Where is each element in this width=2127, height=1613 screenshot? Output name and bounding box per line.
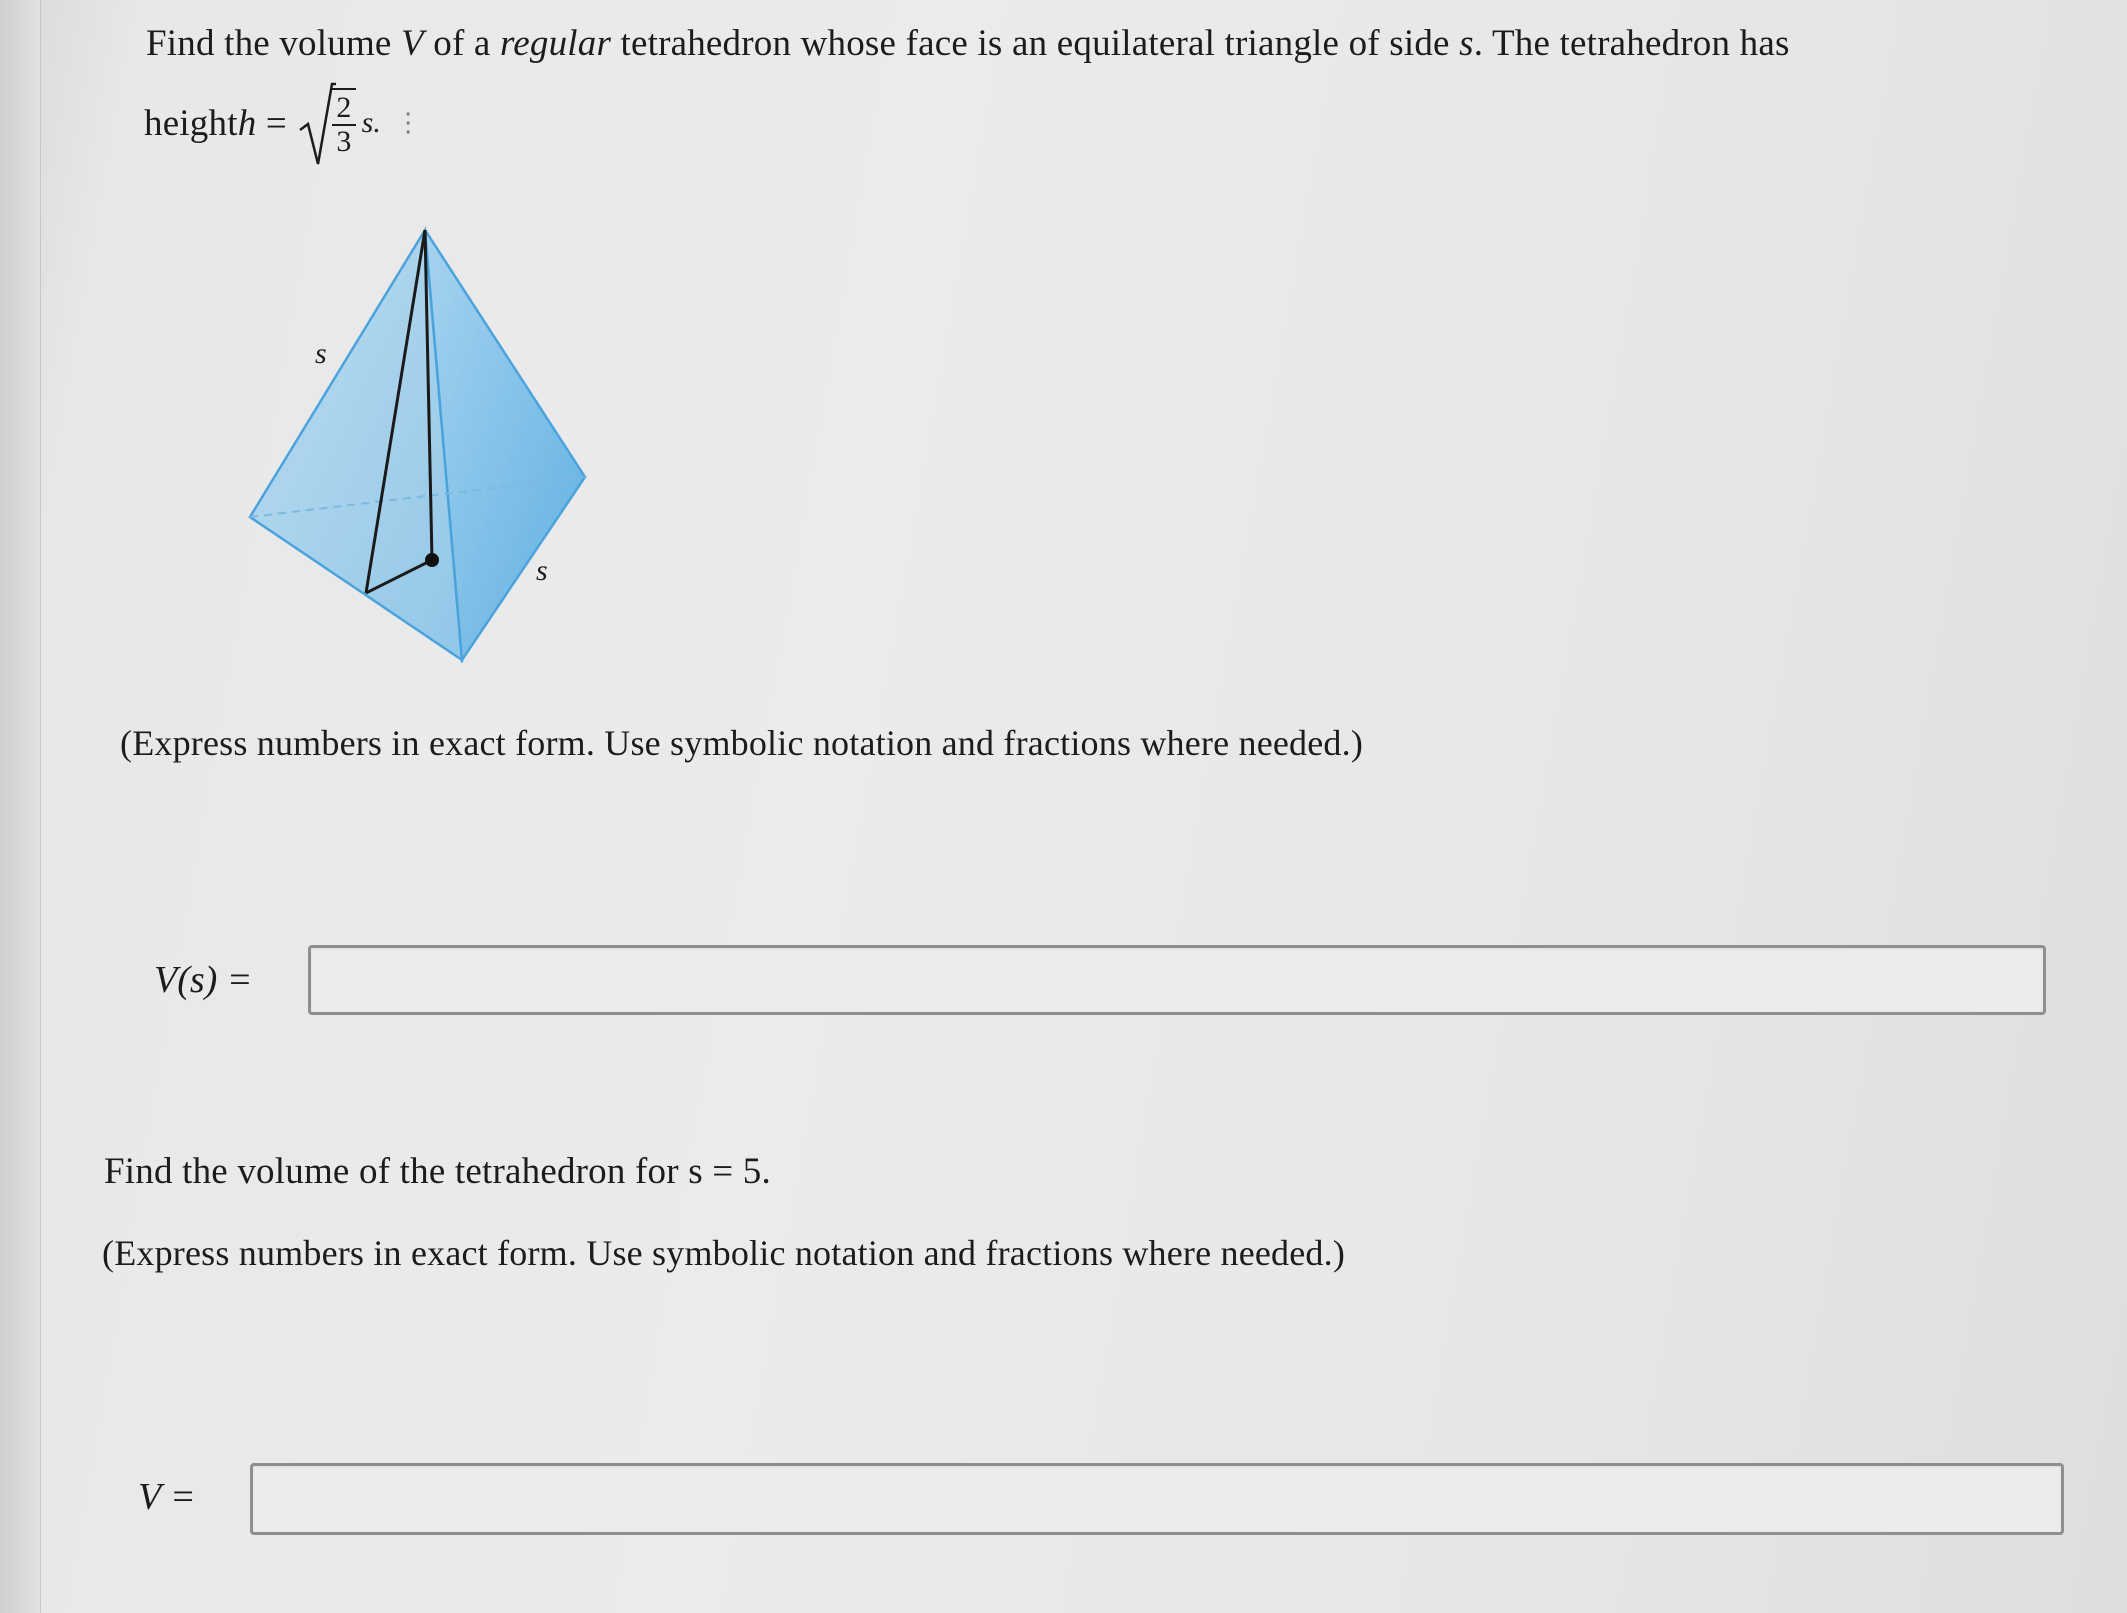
page-edge xyxy=(0,0,41,1613)
edge-label-right: s xyxy=(536,554,548,587)
problem-text: tetrahedron whose face is an equilateral triangle of side xyxy=(611,23,1460,64)
volume-formula-value xyxy=(311,948,2043,972)
tetrahedron-figure xyxy=(230,215,610,675)
height-formula xyxy=(144,78,421,168)
fraction-denominator: 3 xyxy=(336,125,352,158)
problem-text: Find the volume xyxy=(146,23,401,64)
equals-sign: = xyxy=(256,102,297,144)
centroid-point xyxy=(425,553,439,567)
sqrt-expression xyxy=(296,78,355,168)
edge-label-left: s xyxy=(315,337,327,370)
volume-formula-input[interactable] xyxy=(308,945,2046,1015)
problem-text: . The tetrahedron has xyxy=(1473,23,1790,64)
height-label: height xyxy=(144,102,238,144)
variable-V: V xyxy=(401,23,424,64)
height-tail: s. xyxy=(361,106,382,139)
fraction-numerator: 2 xyxy=(332,92,355,126)
instructions-2: (Express numbers in exact form. Use symbolic notation and fractions where needed.) xyxy=(102,1233,1346,1273)
answer-2-label: V = xyxy=(138,1476,196,1518)
part-2-prompt: Find the volume of the tetrahedron for s = 5. xyxy=(104,1151,771,1192)
problem-statement-line-1 xyxy=(146,22,1790,65)
info-marker-icon: ⋮ xyxy=(395,108,422,137)
instructions-1: (Express numbers in exact form. Use symbolic notation and fractions where needed.) xyxy=(120,723,1364,763)
problem-text: of a xyxy=(423,23,501,64)
variable-h: h xyxy=(237,102,257,144)
emphasis-regular: regular xyxy=(500,23,612,64)
volume-value xyxy=(253,1466,2061,1490)
fraction-two-thirds xyxy=(332,92,355,158)
variable-s: s xyxy=(1459,23,1474,64)
answer-1-label: V(s) = xyxy=(154,959,253,1001)
volume-value-input[interactable] xyxy=(250,1463,2064,1535)
sqrt-sign-icon xyxy=(296,78,336,168)
